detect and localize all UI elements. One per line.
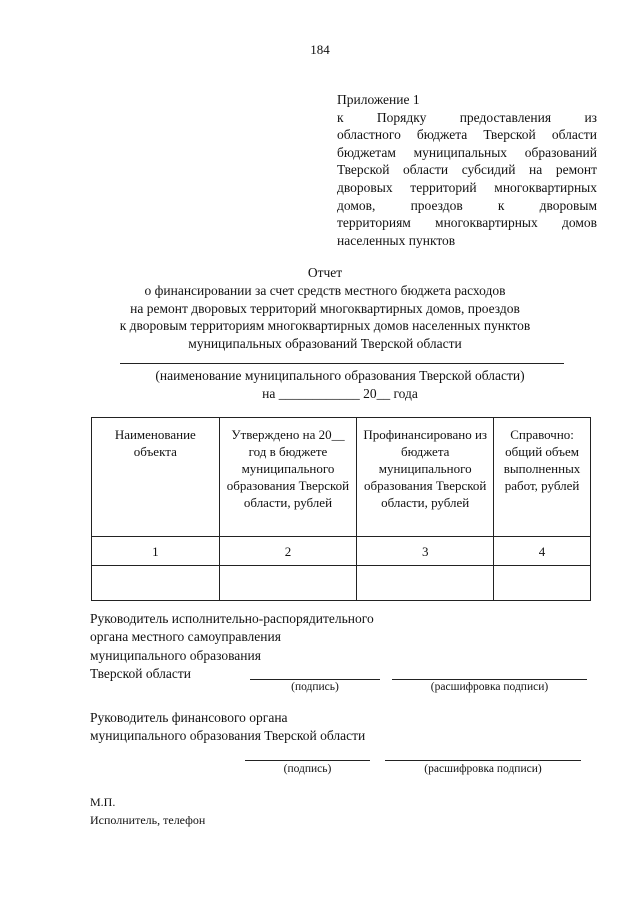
signature-line: Руководитель исполнительно-распорядительного	[90, 611, 374, 626]
signature-caption: (подпись)	[283, 763, 332, 775]
municipality-caption: (наименование муниципального образования Тверской области)	[155, 368, 525, 383]
appendix-line: территориям многоквартирных домов	[337, 215, 597, 231]
signature-line: органа местного самоуправления	[90, 629, 281, 645]
table-cell: 2	[219, 537, 357, 566]
report-title: Отчет	[307, 265, 343, 280]
report-date-line: на ____________ 20__ года	[262, 386, 418, 401]
signature-block-head	[90, 610, 430, 683]
appendix-line: Тверской области субсидий на ремонт	[337, 162, 597, 178]
appendix-line: Приложение 1	[337, 92, 420, 107]
footer-block	[90, 793, 390, 829]
report-title-block	[60, 264, 590, 353]
report-subtitle-line: о финансировании за счет средств местного бюджета расходов	[144, 282, 506, 298]
table-cell: 1	[92, 537, 220, 566]
appendix-line: домов, проездов к дворовым	[337, 197, 597, 213]
table-header-cell: Наименование объекта	[92, 418, 220, 537]
table-cell: 3	[357, 537, 494, 566]
signature-line: муниципального образования	[90, 647, 261, 663]
signature-decode-caption: (расшифровка подписи)	[430, 681, 549, 693]
report-table	[91, 417, 591, 601]
table-cell: 4	[494, 537, 591, 566]
table-header-cell: Справочно: общий объем выполненных работ, рублей	[494, 418, 591, 537]
table-header-row	[92, 418, 591, 537]
table-cell	[219, 566, 357, 601]
appendix-line: областного бюджета Тверской области	[337, 127, 597, 143]
signature-line: Руководитель финансового органа	[90, 710, 288, 725]
municipality-blank-line	[120, 363, 564, 364]
appendix-block	[337, 91, 597, 249]
report-subtitle-line: на ремонт дворовых территорий многоквартирных домов, проездов	[130, 300, 520, 316]
signature-line: муниципального образования Тверской области	[90, 728, 366, 744]
table-cell	[92, 566, 220, 601]
table-number-row	[92, 537, 591, 566]
signature-caption: (подпись)	[291, 681, 339, 693]
table-cell	[357, 566, 494, 601]
page-number: 184	[310, 42, 330, 57]
executor-label: Исполнитель, телефон	[90, 813, 206, 827]
report-subtitle-line: муниципальных образований Тверской области	[188, 336, 462, 352]
appendix-line: населенных пунктов	[337, 232, 456, 248]
signature-blank-line	[250, 679, 380, 680]
signature-decode-blank-line	[392, 679, 587, 680]
signature-decode-caption: (расшифровка подписи)	[424, 763, 542, 775]
table-header-cell: Утверждено на 20__ год в бюджете муниципального образования Тверской области, рублей	[219, 418, 357, 537]
signature-block-finance	[90, 709, 430, 746]
signature-blank-line	[245, 760, 370, 761]
appendix-line: дворовых территорий многоквартирных	[337, 179, 597, 195]
stamp-label: М.П.	[90, 795, 116, 809]
table-cell	[494, 566, 591, 601]
table-row	[92, 566, 591, 601]
signature-line: Тверской области	[90, 665, 191, 681]
appendix-line: бюджетам муниципальных образований	[337, 144, 597, 160]
table-header-cell: Профинансировано из бюджета муниципального образования Тверской области, рублей	[357, 418, 494, 537]
appendix-line: к Порядку предоставления из	[337, 109, 597, 125]
signature-decode-blank-line	[385, 760, 581, 761]
report-subtitle-line: к дворовым территориям многоквартирных домов населенных пунктов	[119, 318, 531, 334]
